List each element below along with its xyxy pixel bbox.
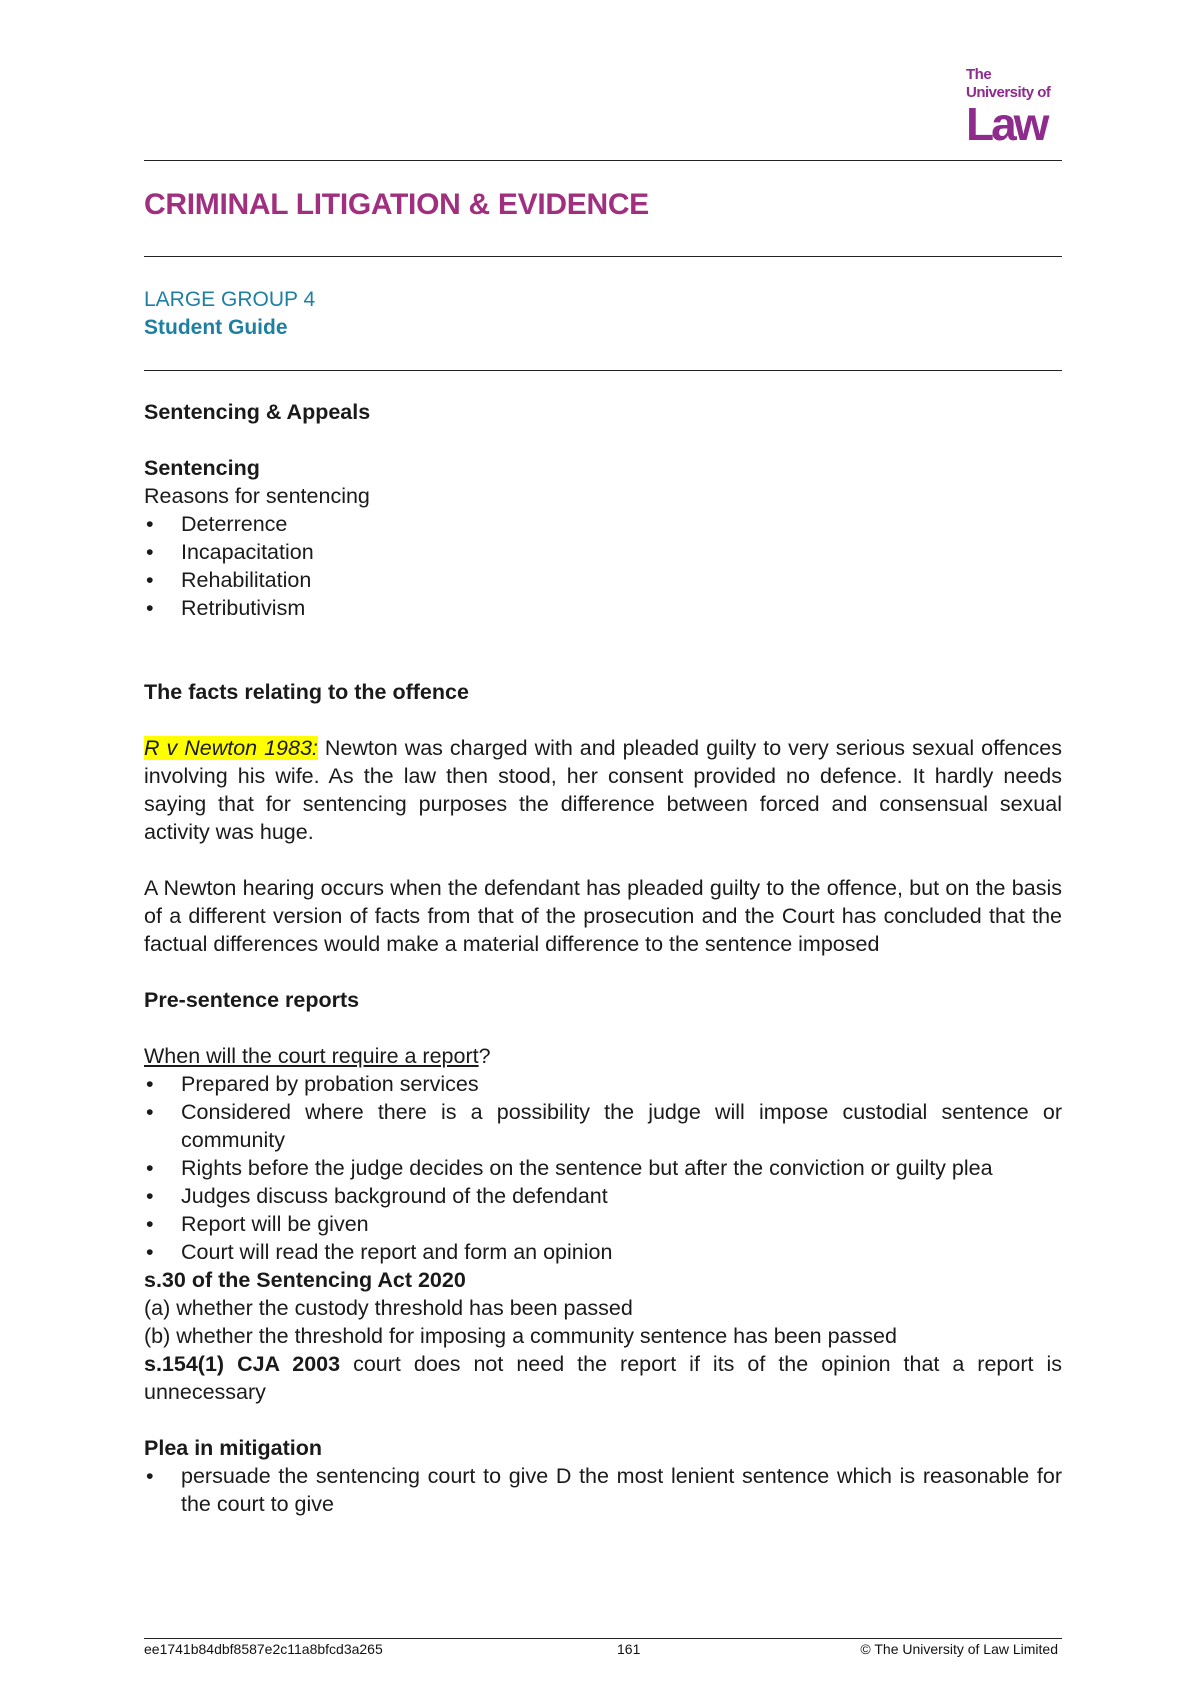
list-item: • Court will read the report and form an opinion: [146, 1240, 613, 1264]
plea-list: [144, 1462, 1062, 1518]
newton-text: Newton was charged with and pleaded guilty to very serious sexual offences involving his wife. As the law then stood, her consent provided no defence. It hardly needs saying that for sentencing purposes the difference between forced and consensual sexual activity was huge.: [144, 736, 1062, 844]
document-body: [144, 398, 1062, 1518]
list-item: • Prepared by probation services: [146, 1072, 479, 1096]
subheader-rule: [144, 370, 1062, 371]
bullet-icon: •: [146, 1240, 154, 1264]
bullet-icon: •: [146, 1156, 154, 1180]
subheader: [144, 286, 315, 342]
document-id: ee1741b84dbf8587e2c11a8bfcd3a265: [144, 1641, 383, 1657]
large-group-label: LARGE GROUP 4: [144, 288, 316, 311]
title-rule: [144, 256, 1062, 257]
psr-list: [144, 1070, 1062, 1266]
logo-line-1: The: [966, 66, 992, 83]
logo-line-3: Law: [966, 98, 1047, 150]
facts-heading: The facts relating to the offence: [144, 680, 469, 704]
s154-citation: s.154(1) CJA 2003: [144, 1352, 341, 1376]
s154-paragraph: s.154(1) CJA 2003 court does not need the report if its of the opinion that a report is unnecessary: [144, 1352, 1062, 1404]
list-item: • Incapacitation: [146, 540, 314, 564]
section-title: Sentencing & Appeals: [144, 400, 371, 424]
document-title: CRIMINAL LITIGATION & EVIDENCE: [144, 188, 649, 221]
list-item: • Retributivism: [146, 596, 306, 620]
list-item: • Rehabilitation: [146, 568, 312, 592]
bullet-icon: •: [146, 1072, 154, 1096]
list-item: • Considered where there is a possibility the judge will impose custodial sentence or community: [146, 1100, 1062, 1152]
newton-paragraph: [144, 734, 1062, 846]
sentencing-heading: Sentencing: [144, 456, 260, 480]
bullet-icon: •: [146, 1184, 154, 1208]
psr-question: When will the court require a report?: [144, 1044, 491, 1068]
reasons-intro: Reasons for sentencing: [144, 484, 370, 508]
psr-question-text: When will the court require a report: [144, 1044, 479, 1068]
list-item: • Rights before the judge decides on the sentence but after the conviction or guilty plea: [146, 1156, 993, 1180]
s30-a: (a) whether the custody threshold has been passed: [144, 1296, 633, 1320]
bullet-icon: •: [146, 1100, 154, 1124]
list-item: • Report will be given: [146, 1212, 369, 1236]
bullet-icon: •: [146, 512, 154, 536]
list-item: • Deterrence: [146, 512, 288, 536]
copyright: © The University of Law Limited: [860, 1641, 1058, 1657]
page-number: 161: [617, 1641, 641, 1657]
s30-heading: s.30 of the Sentencing Act 2020: [144, 1268, 466, 1292]
bullet-icon: •: [146, 568, 154, 592]
bullet-icon: •: [146, 1212, 154, 1236]
list-item: • Judges discuss background of the defendant: [146, 1184, 608, 1208]
plea-heading: Plea in mitigation: [144, 1436, 322, 1460]
footer-rule: [144, 1638, 1062, 1639]
bullet-icon: •: [146, 596, 154, 620]
bullet-icon: •: [146, 540, 154, 564]
reasons-list: [144, 510, 1062, 622]
psr-heading: Pre-sentence reports: [144, 988, 360, 1012]
university-of-law-logo: [966, 66, 1066, 150]
case-citation: R v Newton 1983:: [144, 736, 318, 760]
list-item: • persuade the sentencing court to give D the most lenient sentence which is reasonable for the court to give: [146, 1464, 1062, 1516]
logo-line-2: University of: [966, 84, 1051, 101]
header-rule: [144, 160, 1062, 161]
s30-b: (b) whether the threshold for imposing a community sentence has been passed: [144, 1324, 897, 1348]
bullet-icon: •: [146, 1464, 154, 1488]
student-guide-label: Student Guide: [144, 316, 288, 339]
newton-hearing-paragraph: A Newton hearing occurs when the defendant has pleaded guilty to the offence, but on the basis of a different version of facts from that of the prosecution and the Court has concluded that the factual differences would make a material difference to the sentence imposed: [144, 876, 1062, 956]
